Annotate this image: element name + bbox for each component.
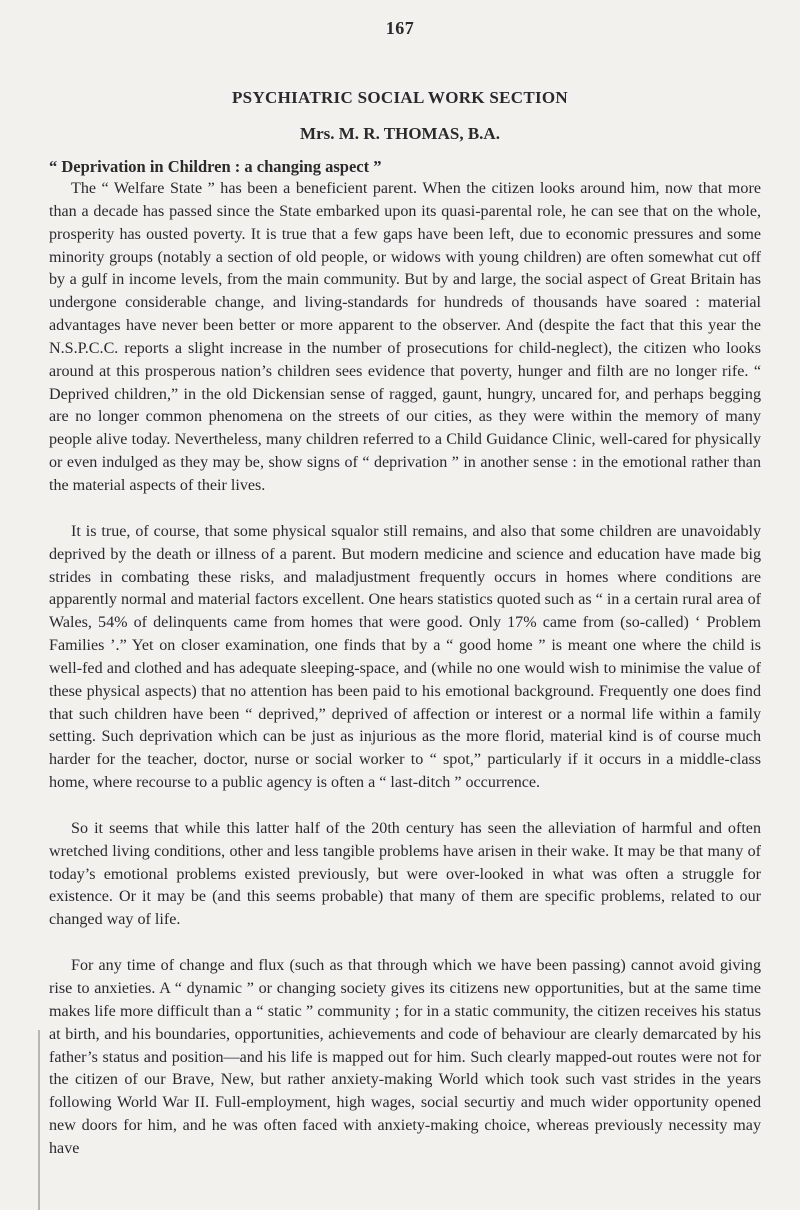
paragraph-4: For any time of change and flux (such as that through which we have been passing) cannot avoid giving rise to anxieties. A “ dynamic ” or changing society gives its citizens new opportunities, but at the same time makes life more difficult than a “ static ” community ; for in a static community, the citizen receives his status at birth, and his boundaries, opportunities, achievements and code of behaviour are clearly demarcated by his father’s status and position—and his life is mapped out for him. Such clearly mapped-out routes were not for the citizen of our Brave, New, but rather anxiety-making World which took such vast strides in the years following World War II. Full-employment, high wages, social securtiy and much wider opportunity opened new doors for him, and he was often faced with anxiety-making choice, whereas previously necessity may have (49, 957, 761, 1157)
paragraph-2: It is true, of course, that some physical squalor still remains, and also that some children are unavoidably deprived by the death or illness of a parent. But modern medicine and science and education have made big strides in combating these risks, and maladjustment frequently occurs in homes where conditions are apparently normal and material factors excellent. One hears statistics quoted such as “ in a certain rural area of Wales, 54% of delinquents came from homes that were good. Only 17% came from (so-called) ‘ Problem Families ’.” Yet on closer examination, one finds that by a “ good home ” is meant one where the child is well-fed and clothed and has adequate sleeping-space, and (while no one would wish to minimise the value of these physical aspects) that no attention has been paid to his emotional background. Frequently one does find that such children have been “ deprived,” deprived of affection or interest or a normal life within a family setting. Such deprivation which can be just as injurious as the more florid, material kind is of course much harder for the teacher, doctor, nurse or social worker to “ spot,” particularly if it occurs in a middle-class home, where recourse to a public agency is often a “ last-ditch ” occurrence. (49, 522, 761, 792)
scan-edge-mark (38, 1030, 40, 1210)
author-byline: Mrs. M. R. THOMAS, B.A. (300, 124, 500, 143)
article-subheading: “ Deprivation in Children : a changing aspect ” (49, 157, 382, 176)
page-number: 167 (385, 18, 415, 38)
paragraph-3: So it seems that while this latter half of the 20th century has seen the alleviation of harmful and often wretched living conditions, other and less tangible problems have arisen in their wake. It may be that many of today’s emotional problems existed previously, but were over-looked in what was often a struggle for existence. Or it may be (and this seems probable) that many of them are specific problems, related to our changed way of life. (49, 819, 761, 929)
section-title: PSYCHIATRIC SOCIAL WORK SECTION (232, 88, 568, 107)
article-body (49, 156, 761, 1184)
paragraph-1: The “ Welfare State ” has been a beneficient parent. When the citizen looks around him, now that more than a decade has passed since the State embarked upon its quasi-parental role, he can see that on the whole, prosperity has ousted poverty. It is true that a few gaps have been left, due to economic pressures and some minority groups (notably a section of old people, or widows with young children) are often somewhat cut off by a gulf in income levels, from the main community. But by and large, the social aspect of Great Britain has undergone considerable change, and living-standards for hundreds of thousands have soared : material advantages have never been better or more apparent to the observer. And (despite the fact that this year the N.S.P.C.C. reports a slight increase in the number of prosecutions for child-neglect), the citizen who looks around at this prosperous nation’s children sees evidence that poverty, hunger and filth are no longer rife. “ Deprived children,” in the old Dickensian sense of ragged, gaunt, hungry, uncared for, and perhaps begging are no longer common phenomena on the streets of our cities, as they were within the memory of many people alive today. Nevertheless, many children referred to a Child Guidance Clinic, well-cared for physically or even indulged as they may be, show signs of “ deprivation ” in another sense : in the emotional rather than the material aspects of their lives. (49, 180, 761, 494)
